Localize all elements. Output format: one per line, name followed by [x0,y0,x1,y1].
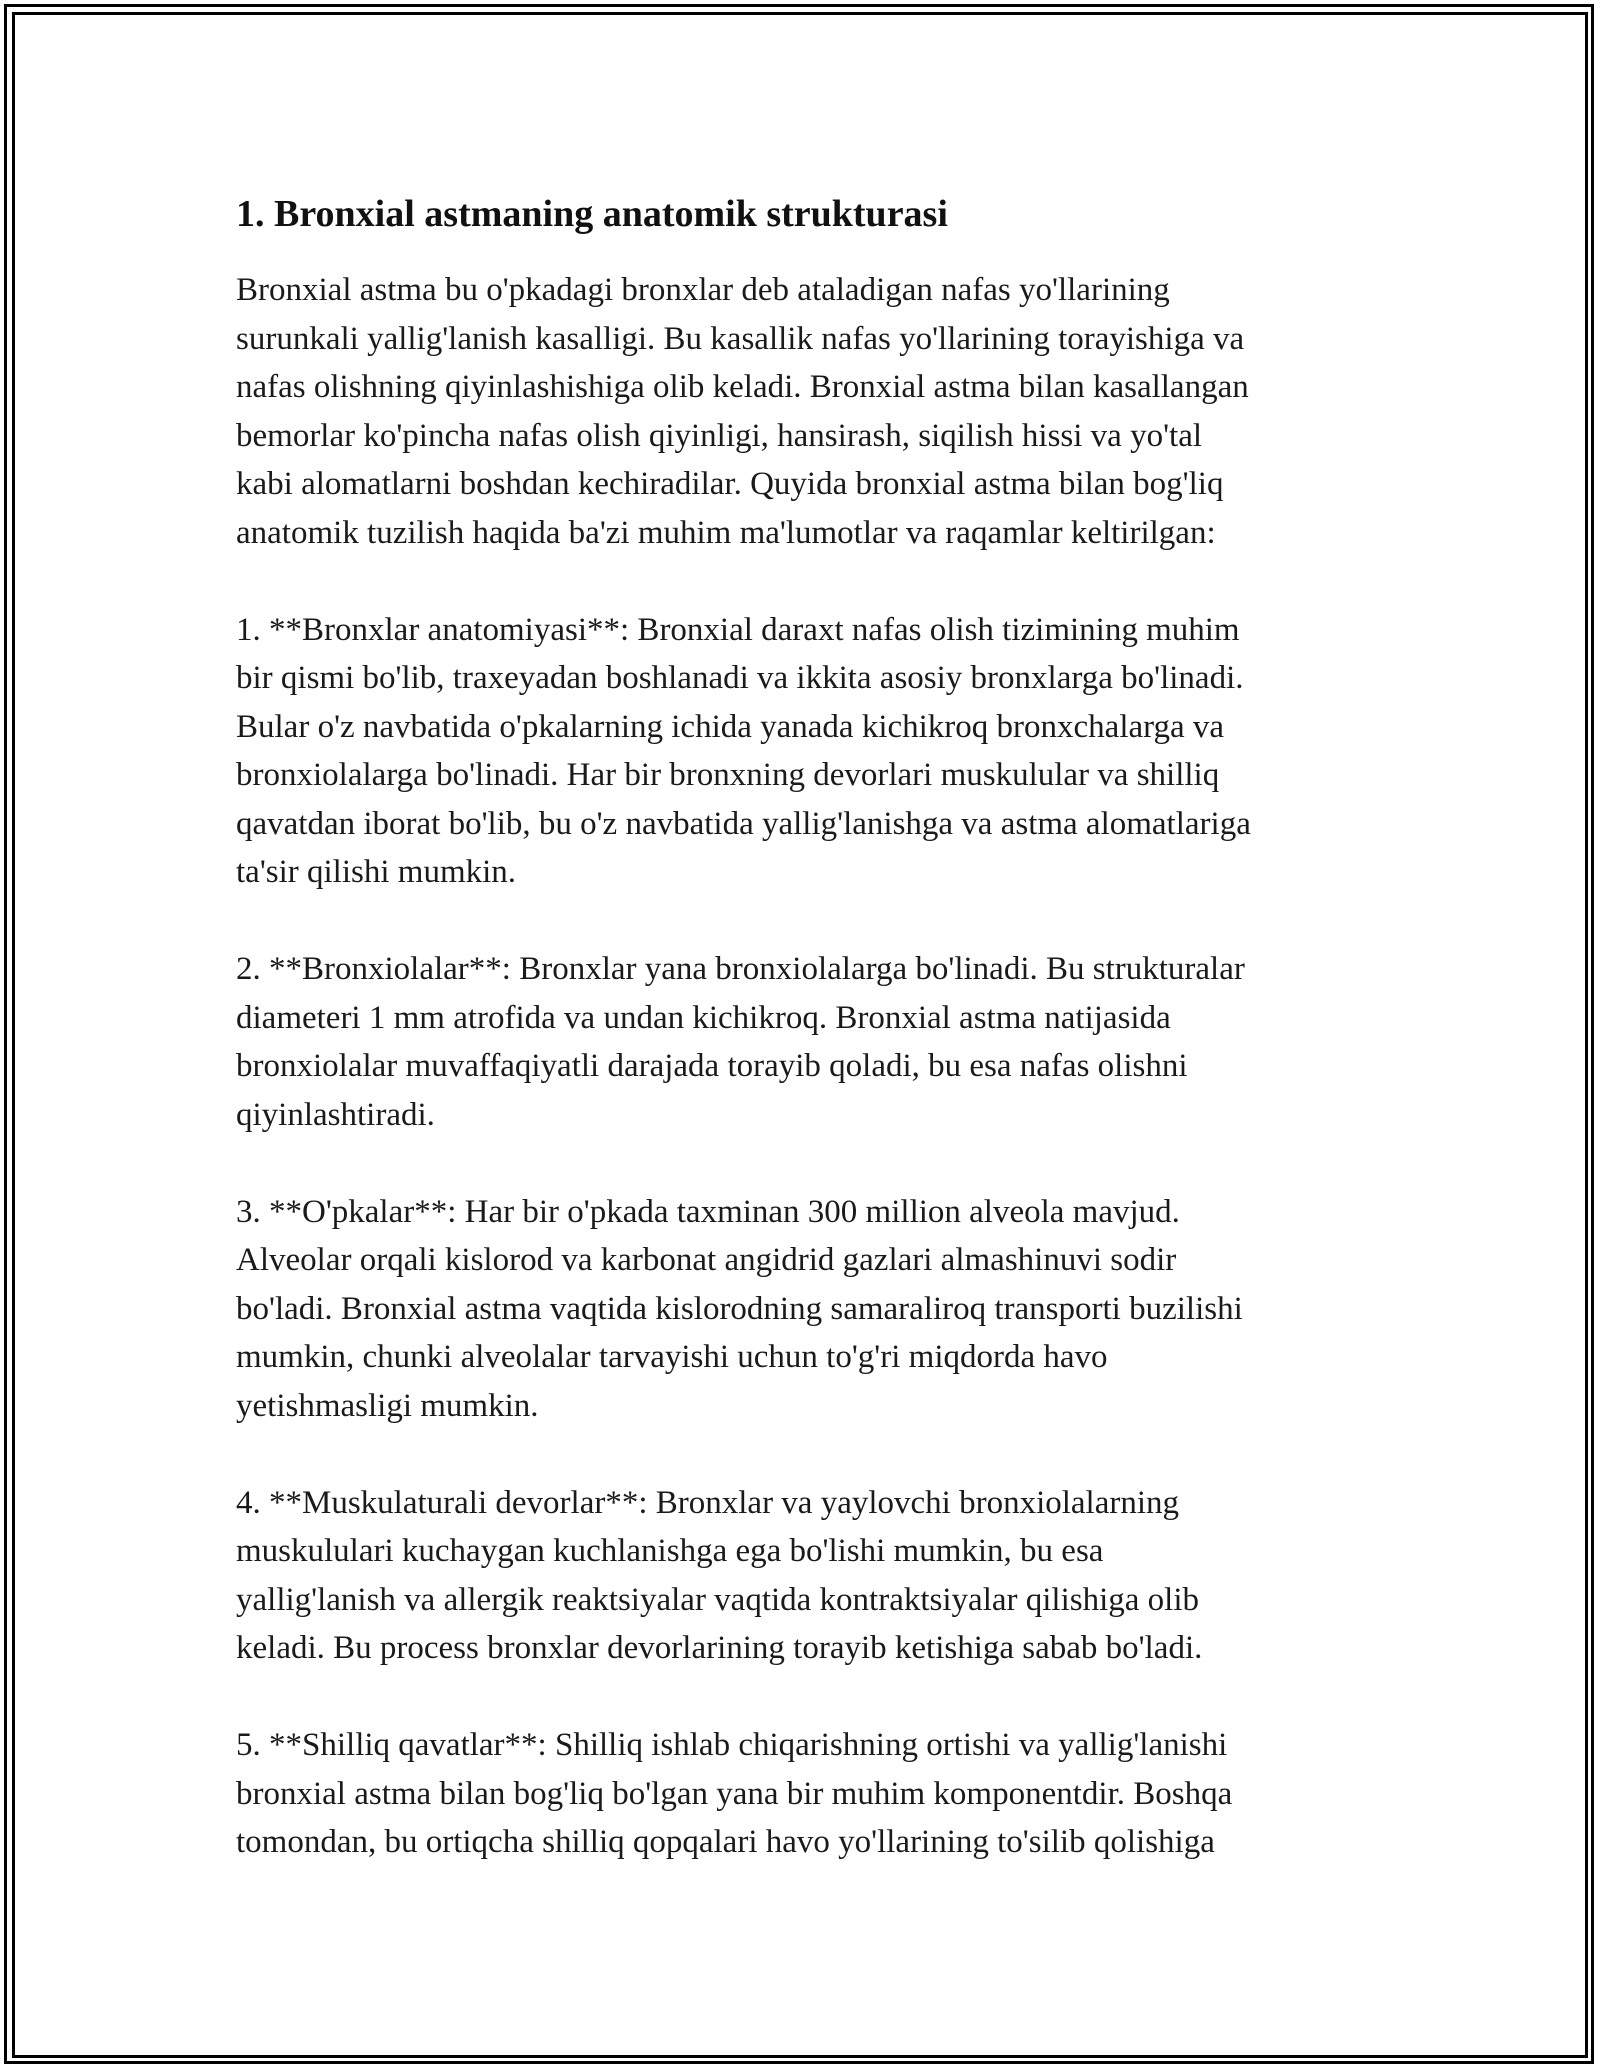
list-item-bronxlar-anatomiyasi: 1. **Bronxlar anatomiyasi**: Bronxial daraxt nafas olish tizimining muhim bir qismi bo'lib, traxeyadan boshlanadi va ikkita asosiy bronxlarga bo'linadi. Bular o'z navbatida o'pkalarning ichida yanada kichikroq bronxchalarga va bronxiolalarga bo'linadi. Har bir bronxning devorlari muskulular va shilliq qavatdan iborat bo'lib, bu o'z navbatida yallig'lanishga va astma alomatlariga ta'sir qilishi mumkin. [236,611,1251,890]
intro-paragraph: Bronxial astma bu o'pkadagi bronxlar deb ataladigan nafas yo'llarining surunkali yallig'lanish kasalligi. Bu kasallik nafas yo'llarining torayishiga va nafas olishning qiyinlashishiga olib keladi. Bronxial astma bilan kasallangan bemorlar ko'pincha nafas olish qiyinligi, hansirash, siqilish hissi va yo'tal kabi alomatlarni boshdan kechiradilar. Quyida bronxial astma bilan bog'liq anatomik tuzilish haqida ba'zi muhim ma'lumotlar va raqamlar keltirilgan: [236,272,1249,551]
document-title: 1. Bronxial astmaning anatomik strukturasi [236,193,948,235]
list-item-bronxiolalar: 2. **Bronxiolalar**: Bronxlar yana bronxiolalarga bo'linadi. Bu strukturalar diameteri 1 mm atrofida va undan kichikroq. Bronxial astma natijasida bronxiolalar muvaffaqiyatli darajada torayib qoladi, bu esa nafas olishni qiyinlashtiradi. [236,951,1245,1133]
list-item-opkalar: 3. **O'pkalar**: Har bir o'pkada taxminan 300 million alveola mavjud. Alveolar orqali kislorod va karbonat angidrid gazlari almashinuvi sodir bo'ladi. Bronxial astma vaqtida kislorodning samaraliroq transporti buzilishi mumkin, chunki alveolalar tarvayishi uchun to'g'ri miqdorda havo yetishmasligi mumkin. [236,1193,1243,1424]
document-body [236,190,1376,1867]
list-item-muskulaturali-devorlar: 4. **Muskulaturali devorlar**: Bronxlar va yaylovchi bronxiolalarning muskululari kuchaygan kuchlanishga ega bo'lishi mumkin, bu esa yallig'lanish va allergik reaktsiyalar vaqtida kontraktsiyalar qilishiga olib keladi. Bu process bronxlar devorlarining torayib ketishiga sabab bo'ladi. [236,1484,1203,1666]
list-item-shilliq-qavatlar: 5. **Shilliq qavatlar**: Shilliq ishlab chiqarishning ortishi va yallig'lanishi bronxial astma bilan bog'liq bo'lgan yana bir muhim komponentdir. Boshqa tomondan, bu ortiqcha shilliq qopqalari havo yo'llarining to'silib qolishiga [236,1727,1233,1860]
